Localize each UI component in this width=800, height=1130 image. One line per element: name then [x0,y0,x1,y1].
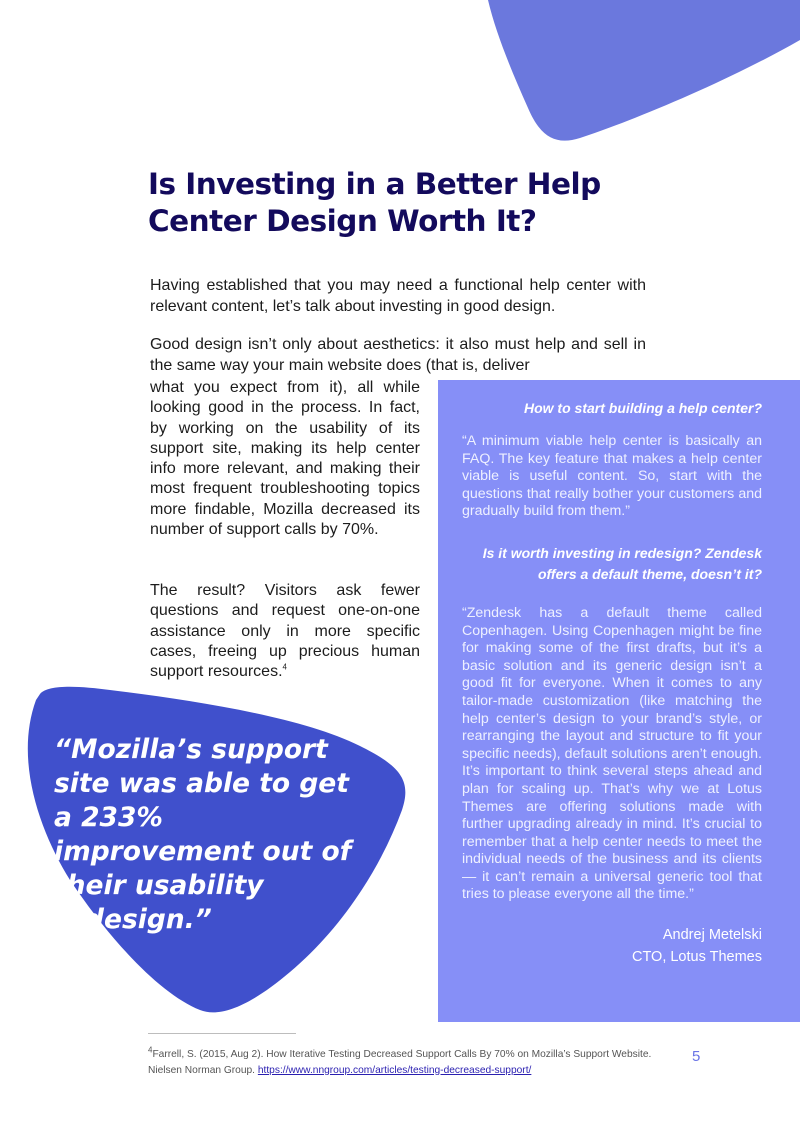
page-number: 5 [692,1048,701,1065]
author-role: CTO, Lotus Themes [631,949,762,966]
result-text: The result? Visitors ask fewer questions and request one-on-one assistance only in more specific cases, freeing up precious human support resources. [150,582,420,681]
result-paragraph [150,581,420,682]
author-name: Andrej Metelski [662,927,762,944]
footnote-text: Farrell, S. (2015, Aug 2). How Iterative Testing Decreased Support Calls By 70% on Mozilla’s Support Website. Nielsen Norman Group. [148,1049,652,1076]
sidebar-question-1: How to start building a help center? [523,400,762,416]
footnote-marker: 4 [148,1045,153,1055]
footnote-divider [148,1033,296,1034]
sidebar-answer-1: “A minimum viable help center is basically an FAQ. The key feature that makes a help center viable is useful content. So, start with the questions that really bother your customers and gradually build from them.” [462,433,762,520]
pull-quote: “Mozilla’s support site was able to get a 233% improvement out of their usability redesign.” [54,734,352,935]
footnote [148,1047,668,1078]
intro-paragraph: Having established that you may need a functional help center with relevant content, let’s talk about investing in good design. [150,277,646,315]
footnote-link[interactable]: https://www.nngroup.com/articles/testing-decreased-support/ [257,1064,532,1076]
mozilla-paragraph: what you expect from it), all while looking good in the process. In fact, by working on the usability of its support site, making its help center info more relevant, and making their most frequent troubleshooting topics more findable, Mozilla decreased its number of support calls by 70%. [150,379,420,539]
sidebar-question-2: Is it worth investing in redesign? Zendesk offers a default theme, doesn’t it? [482,544,762,582]
design-paragraph: Good design isn’t only about aesthetics: it also must help and sell in the same way your main website does (that is, deliver [150,336,646,374]
sidebar-signature [462,924,762,968]
sidebar-answer-2: “Zendesk has a default theme called Copenhagen. Using Copenhagen might be fine for making some of the first drafts, but it’s a basic solution and its generic design isn’t a good fit for everyone. When it comes to any tailor-made customization (like matching the help center’s design to your brand’s style, or rearranging the layout and structure to fit your specific needs), default solutions aren’t enough. It’s important to think several steps ahead and plan for scaling up. That’s why we at Lotus Themes are offering solutions made with further upgrading already in mind. It’s crucial to remember that a help center needs to meet the individual needs of the business and its clients — it can’t remain a universal generic tool that tries to please everyone all the time.” [462,604,762,903]
page-title: Is Investing in a Better Help Center Design Worth It? [148,167,601,238]
footnote-ref: 4 [282,662,287,672]
expert-sidebar [438,380,800,1022]
